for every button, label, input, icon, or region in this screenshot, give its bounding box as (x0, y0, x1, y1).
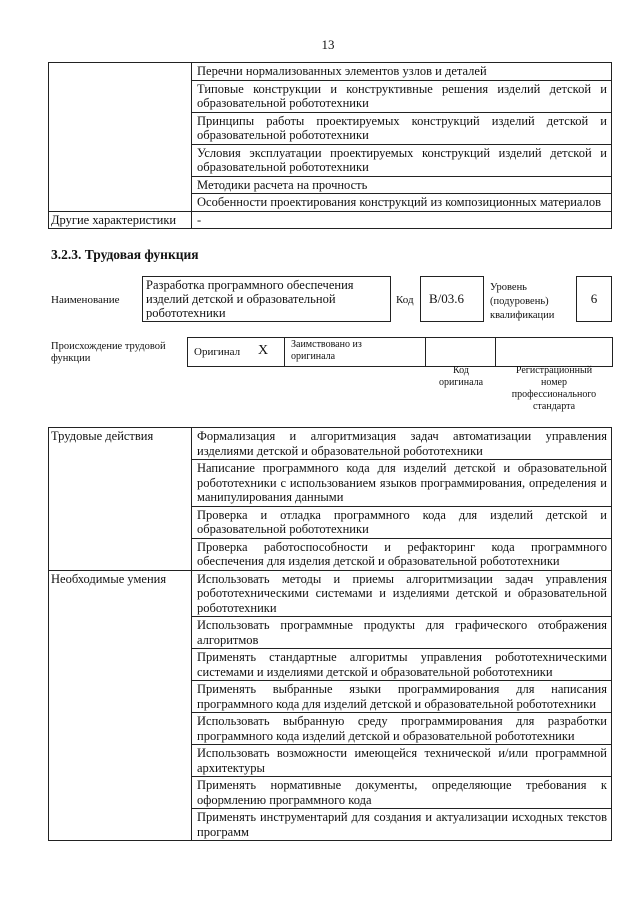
skill-item: Применять стандартные алгоритмы управления робототехническими системами и изделиями детской и образовательной робототехники (192, 649, 612, 681)
origin-box (187, 337, 613, 367)
labor-action-item: Написание программного кода для изделий детской и образовательной робототехники с использованием языков программирования, определения и манипулирования данными (192, 460, 612, 507)
knowledge-table (48, 62, 612, 229)
skills-label: Необходимые умения (49, 570, 192, 841)
original-label: Оригинал (194, 346, 241, 358)
origin-label: Происхождение трудовой функции (51, 341, 166, 364)
knowledge-item: Принципы работы проектируемых конструкций изделий детской и образовательной робототехники (192, 112, 612, 144)
skill-item: Применять нормативные документы, определяющие требования к оформлению программного кода (192, 777, 612, 809)
knowledge-item: Перечни нормализованных элементов узлов и деталей (192, 63, 612, 81)
skill-item: Использовать методы и приемы алгоритмизации задач управления робототехническими системами и изделиями детской и образовательной робототехники (192, 570, 612, 617)
labor-action-item: Проверка работоспособности и рефакторинг кода программного обеспечения для изделия детской и образовательной робототехники (192, 538, 612, 570)
level-value-box (576, 276, 612, 322)
name-value: Разработка программного обеспечения изделий детской и образовательной робототехники (146, 278, 354, 320)
original-mark: X (258, 343, 269, 358)
name-value-box (142, 276, 391, 322)
code-original-label: Код оригинала (438, 365, 484, 388)
code-label: Код (396, 294, 414, 306)
knowledge-item: Условия эксплуатации проектируемых конструкций изделий детской и образовательной робототехники (192, 144, 612, 176)
borrowed-label: Заимствовано из оригинала (291, 339, 362, 362)
level-value: 6 (590, 291, 598, 306)
knowledge-item: Особенности проектирования конструкций из композиционных материалов (192, 194, 612, 212)
skill-item: Использовать возможности имеющейся технической и/или программной архитектуры (192, 745, 612, 777)
labor-action-item: Проверка и отладка программного кода для изделий детской и образовательной робототехники (192, 506, 612, 538)
code-value-box (420, 276, 484, 322)
code-value: B/03.6 (429, 291, 465, 306)
skill-item: Использовать выбранную среду программирования для разработки программного кода изделий детской и образовательной робототехники (192, 713, 612, 745)
skill-item: Использовать программные продукты для графического отображения алгоритмов (192, 617, 612, 649)
name-label: Наименование (51, 294, 120, 306)
skill-item: Применять выбранные языки программирования для написания программного кода для изделий детской и образовательной робототехники (192, 681, 612, 713)
other-characteristics-label: Другие характеристики (49, 211, 192, 229)
labor-actions-label: Трудовые действия (49, 428, 192, 571)
knowledge-label-cell (49, 63, 192, 212)
reg-number-label: Регистрационный номер профессионального стандарта (511, 365, 597, 412)
knowledge-item: Типовые конструкции и конструктивные решения изделий детской и образовательной робототехники (192, 80, 612, 112)
page-number: 13 (321, 37, 335, 52)
labor-action-item: Формализация и алгоритмизация задач автоматизации управления изделиями детской и образовательной робототехники (192, 428, 612, 460)
skill-item: Применять инструментарий для создания и актуализации исходных текстов программ (192, 809, 612, 841)
labor-function-table (48, 427, 612, 841)
section-title: 3.2.3. Трудовая функция (51, 247, 199, 262)
level-label: Уровень (подуровень) квалификации (490, 282, 555, 321)
other-characteristics-value: - (192, 211, 612, 229)
knowledge-item: Методики расчета на прочность (192, 176, 612, 194)
